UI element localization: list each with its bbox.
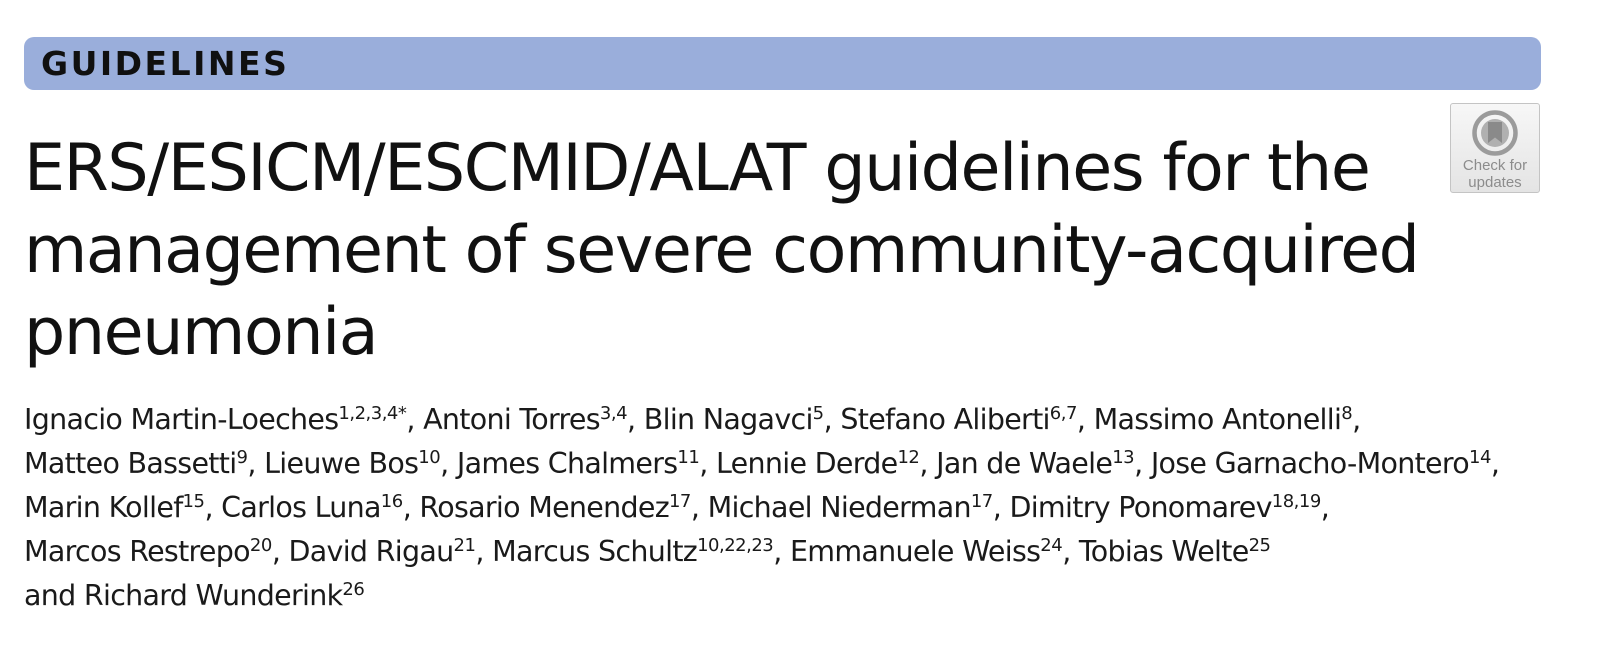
author-name: Massimo Antonelli bbox=[1093, 403, 1342, 436]
author-separator: , bbox=[773, 535, 790, 568]
article-title: ERS/ESICM/ESCMID/ALAT guidelines for the management of severe community-acquired pneumonia bbox=[24, 131, 1419, 370]
author-line bbox=[24, 486, 1544, 530]
check-for-updates-badge[interactable] bbox=[1450, 103, 1540, 193]
author-separator: , bbox=[204, 491, 222, 524]
author-affiliation: 11 bbox=[677, 447, 700, 468]
author-affiliation: 10,22,23 bbox=[697, 535, 774, 556]
author-affiliation: 25 bbox=[1248, 535, 1271, 556]
author-separator: , bbox=[440, 447, 457, 480]
author bbox=[644, 403, 841, 436]
author bbox=[264, 447, 457, 480]
check-for-updates-icon bbox=[1471, 109, 1519, 157]
author bbox=[936, 447, 1151, 480]
author-name: Matteo Bassetti bbox=[24, 447, 237, 480]
author-name: James Chalmers bbox=[456, 447, 678, 480]
author bbox=[24, 491, 221, 524]
author-separator: , bbox=[247, 447, 265, 480]
author-affiliation: 13 bbox=[1112, 447, 1135, 468]
author-name: Michael Niederman bbox=[707, 491, 971, 524]
author-affiliation: 6,7 bbox=[1049, 403, 1077, 424]
author-affiliation: 3,4 bbox=[599, 403, 628, 424]
author-separator: , bbox=[1062, 535, 1079, 568]
author bbox=[492, 535, 790, 568]
author-name: Marcos Restrepo bbox=[24, 535, 250, 568]
author-name: Lieuwe Bos bbox=[264, 447, 419, 480]
author-affiliation: 20 bbox=[249, 535, 272, 556]
author-name: Marcus Schultz bbox=[492, 535, 698, 568]
author-name: Carlos Luna bbox=[221, 491, 381, 524]
author-separator: , bbox=[690, 491, 708, 524]
author-name: Jan de Waele bbox=[936, 447, 1113, 480]
author bbox=[24, 403, 423, 436]
author-separator: , bbox=[406, 403, 424, 436]
author bbox=[24, 535, 289, 568]
author-affiliation: 15 bbox=[182, 491, 205, 512]
author-affiliation: 1,2,3,4* bbox=[338, 403, 407, 424]
author bbox=[1009, 491, 1329, 524]
section-label: GUIDELINES bbox=[41, 44, 290, 83]
author-separator: , bbox=[1320, 491, 1330, 524]
author-affiliation: 17 bbox=[668, 491, 691, 512]
author-separator: , bbox=[402, 491, 420, 524]
author-separator: , bbox=[271, 535, 289, 568]
author-affiliation: 14 bbox=[1469, 447, 1491, 468]
author-separator: , bbox=[919, 447, 937, 480]
author bbox=[708, 491, 1010, 524]
author-affiliation: 12 bbox=[897, 447, 920, 468]
author-affiliation: 26 bbox=[342, 579, 365, 600]
author-affiliation: 17 bbox=[970, 491, 993, 512]
author-affiliation: 10 bbox=[418, 447, 441, 468]
author-separator: , bbox=[627, 403, 644, 436]
author bbox=[419, 491, 707, 524]
author-name: Blin Nagavci bbox=[643, 403, 813, 436]
author-separator: , bbox=[1134, 447, 1151, 480]
author-name: Ignacio Martin-Loeches bbox=[24, 403, 339, 436]
author-separator: , bbox=[1076, 403, 1094, 436]
author-separator: , bbox=[1352, 403, 1361, 436]
author-affiliation: 24 bbox=[1040, 535, 1063, 556]
author-name: and Richard Wunderink bbox=[24, 579, 343, 612]
author-name: Jose Garnacho-Montero bbox=[1150, 447, 1470, 480]
author bbox=[221, 491, 419, 524]
author bbox=[1094, 403, 1361, 436]
author bbox=[840, 403, 1093, 436]
author bbox=[423, 403, 644, 436]
author-name: Stefano Aliberti bbox=[840, 403, 1050, 436]
section-banner bbox=[24, 37, 1541, 90]
author bbox=[457, 447, 716, 480]
author-affiliation: 5 bbox=[812, 403, 824, 424]
author-line bbox=[24, 530, 1544, 574]
author-list bbox=[24, 398, 1544, 618]
author-affiliation: 8 bbox=[1341, 403, 1353, 424]
author bbox=[790, 535, 1079, 568]
author-name: Emmanuele Weiss bbox=[789, 535, 1041, 568]
author bbox=[1151, 447, 1499, 480]
author bbox=[1079, 535, 1271, 568]
author-affiliation: 21 bbox=[453, 535, 476, 556]
author-name: Lennie Derde bbox=[716, 447, 898, 480]
author-affiliation: 16 bbox=[380, 491, 403, 512]
author bbox=[24, 579, 364, 612]
author-separator: , bbox=[1490, 447, 1500, 480]
author-name: David Rigau bbox=[288, 535, 454, 568]
author-affiliation: 9 bbox=[236, 447, 248, 468]
author-name: Rosario Menendez bbox=[419, 491, 669, 524]
check-for-updates-label: Check for updates bbox=[1462, 157, 1528, 191]
author-line bbox=[24, 398, 1544, 442]
author-name: Marin Kollef bbox=[24, 491, 183, 524]
author-line bbox=[24, 442, 1544, 486]
author-separator: , bbox=[699, 447, 716, 480]
author-separator: , bbox=[823, 403, 841, 436]
author-separator: , bbox=[992, 491, 1010, 524]
author-affiliation: 18,19 bbox=[1271, 491, 1321, 512]
author bbox=[24, 447, 264, 480]
author-name: Antoni Torres bbox=[423, 403, 600, 436]
author bbox=[716, 447, 936, 480]
author-separator: , bbox=[475, 535, 493, 568]
author-line bbox=[24, 574, 1544, 618]
author-name: Dimitry Ponomarev bbox=[1009, 491, 1272, 524]
author-name: Tobias Welte bbox=[1078, 535, 1249, 568]
author bbox=[289, 535, 493, 568]
